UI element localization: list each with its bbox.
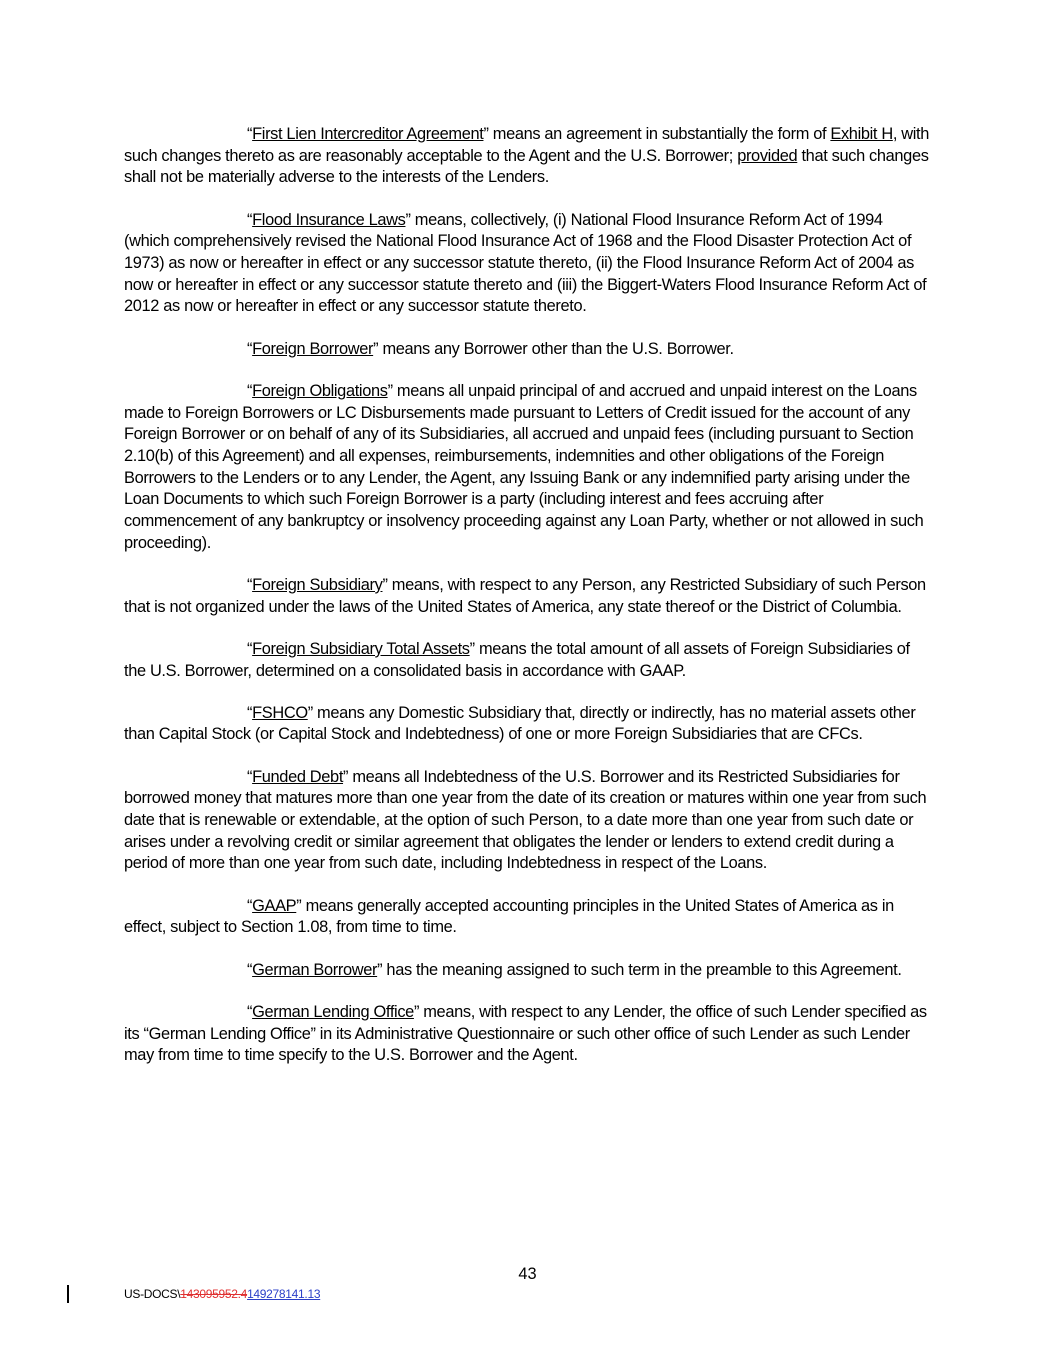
definition-foreign-obligations: “Foreign Obligations” means all unpaid principal of and accrued and unpaid interest on the Loans made to Foreign Borrowers or LC Disbursements made pursuant to Letters of Credit issued for the account of any Foreign Borrower or on behalf of any of its Subsidiaries, all accrued and unpaid fees (including pursuant to Section 2.10(b) of this Agreement) and all expenses, reimbursements, indemnities and other obligations of the Foreign Borrowers to the Lenders or to any Lender, the Agent, any Issuing Bank or any indemnified party arising under the Loan Documents to which such Foreign Borrower is a party (including interest and fees accruing after commencement of any bankruptcy or insolvency proceeding against any Loan Party, whether or not allowed in such proceeding).: [124, 381, 924, 552]
defined-term: Foreign Obligations: [252, 381, 388, 400]
defined-term: German Lending Office: [252, 1002, 414, 1021]
defined-term: Funded Debt: [252, 767, 344, 786]
proviso-term: provided: [737, 146, 798, 165]
definition-text: ” means all Indebtedness of the U.S. Borrower and its Restricted Subsidiaries for borrowed money that matures more than one year from the date of its creation or matures within one year from such date that is renewable or extendable, at the option of such Person, to a date more than one year from such date or arises under a revolving credit or similar agreement that obligates the lender or lenders to extend credit during a period of more than one year from such date, including Indebtedness in respect of the Loans.: [124, 767, 927, 873]
defined-term: GAAP: [252, 896, 297, 915]
definition-text: ” has the meaning assigned to such term in the preamble to this Agreement.: [377, 960, 902, 979]
defined-term: Flood Insurance Laws: [252, 210, 406, 229]
page-number: 43: [518, 1265, 537, 1283]
definition-funded-debt: “Funded Debt” means all Indebtedness of the U.S. Borrower and its Restricted Subsidiaries for borrowed money that matures more than one year from the date of its creation or matures within one year from such date that is renewable or extendable, at the option of such Person, to a date more than one year from such date or arises under a revolving credit or similar agreement that obligates the lender or lenders to extend credit during a period of more than one year from such date, including Indebtedness in respect of the Loans.: [124, 767, 927, 873]
definition-foreign-subsidiary-total-assets: “Foreign Subsidiary Total Assets” means the total amount of all assets of Foreign Subsidiaries of the U.S. Borrower, determined on a consolidated basis in accordance with GAAP.: [124, 639, 910, 680]
document-id-footer: [124, 1287, 320, 1301]
inserted-document-id: 149278141.13: [247, 1287, 321, 1301]
definition-foreign-borrower: “Foreign Borrower” means any Borrower other than the U.S. Borrower.: [247, 339, 734, 358]
definition-text: ” means, with respect to any Person, any Restricted Subsidiary of such Person that is not organized under the laws of the United States of America, any state thereof or the District of Columbia.: [124, 575, 926, 616]
definition-german-borrower: “German Borrower” has the meaning assigned to such term in the preamble to this Agreement.: [247, 960, 902, 979]
definition-text: ” means any Domestic Subsidiary that, directly or indirectly, has no material assets other than Capital Stock (or Capital Stock and Indebtedness) of one or more Foreign Subsidiaries that are CFCs.: [124, 703, 916, 744]
definition-text: ” means, collectively, (i) National Flood Insurance Reform Act of 1994 (which comprehensively revised the National Flood Insurance Act of 1968 and the Flood Disaster Protection Act of 1973) as now or hereafter in effect or any successor statute thereto, (ii) the Flood Insurance Reform Act of 2004 as now or hereafter in effect or any successor statute thereto and (iii) the Biggert-Waters Flood Insurance Reform Act of 2012 as now or hereafter in effect or any successor statute thereto.: [124, 210, 927, 316]
definition-flood-insurance-laws: “Flood Insurance Laws” means, collectively, (i) National Flood Insurance Reform Act of 1994 (which comprehensively revised the National Flood Insurance Act of 1968 and the Flood Disaster Protection Act of 1973) as now or hereafter in effect or any successor statute thereto, (ii) the Flood Insurance Reform Act of 2004 as now or hereafter in effect or any successor statute thereto and (iii) the Biggert-Waters Flood Insurance Reform Act of 2012 as now or hereafter in effect or any successor statute thereto.: [124, 210, 927, 316]
footer-prefix: US-DOCS\: [124, 1287, 181, 1301]
defined-term: German Borrower: [252, 960, 378, 979]
definition-german-lending-office: “German Lending Office” means, with respect to any Lender, the office of such Lender specified as its “German Lending Office” in its Administrative Questionnaire or such other office of such Lender as such Lender may from time to time specify to the U.S. Borrower and the Agent.: [124, 1002, 927, 1065]
definition-fshco: “FSHCO” means any Domestic Subsidiary that, directly or indirectly, has no material assets other than Capital Stock (or Capital Stock and Indebtedness) of one or more Foreign Subsidiaries that are CFCs.: [124, 703, 916, 744]
defined-term: Foreign Borrower: [252, 339, 374, 358]
definition-first-lien-intercreditor-agreement: “First Lien Intercreditor Agreement” means an agreement in substantially the form of Exhibit H, with such changes thereto as are reasonably acceptable to the Agent and the U.S. Borrower; provided that such changes shall not be materially adverse to the interests of the Lenders.: [124, 125, 929, 187]
definition-text: ” means generally accepted accounting principles in the United States of America as in effect, subject to Section 1.08, from time to time.: [124, 896, 894, 937]
change-bar: [67, 1285, 69, 1303]
exhibit-reference: Exhibit H: [830, 125, 893, 143]
defined-term: Foreign Subsidiary: [252, 575, 383, 594]
defined-term: First Lien Intercreditor Agreement: [252, 125, 484, 143]
definition-foreign-subsidiary: “Foreign Subsidiary” means, with respect to any Person, any Restricted Subsidiary of such Person that is not organized under the laws of the United States of America, any state thereof or the District of Columbia.: [124, 575, 926, 616]
defined-term: FSHCO: [252, 703, 308, 722]
definition-text: ” means all unpaid principal of and accrued and unpaid interest on the Loans made to Foreign Borrowers or LC Disbursements made pursuant to Letters of Credit issued for the account of any Foreign Borrower or on behalf of any of its Subsidiaries, all accrued and unpaid fees (including pursuant to Section 2.10(b) of this Agreement) and all expenses, reimbursements, indemnities and other obligations of the Foreign Borrowers to the Lenders or to any Lender, the Agent, any Issuing Bank or any indemnified party arising under the Loan Documents to which such Foreign Borrower is a party (including interest and fees accruing after commencement of any bankruptcy or insolvency proceeding against any Loan Party, whether or not allowed in such proceeding).: [124, 381, 924, 552]
definition-text: ” means the total amount of all assets of Foreign Subsidiaries of the U.S. Borrower, determined on a consolidated basis in accordance with GAAP.: [124, 639, 910, 680]
deleted-document-id: 143095952.4: [180, 1287, 248, 1301]
definition-text: ” means any Borrower other than the U.S. Borrower.: [373, 339, 734, 358]
definition-text: ” means, with respect to any Lender, the office of such Lender specified as its “German Lending Office” in its Administrative Questionnaire or such other office of such Lender as such Lender may from time to time specify to the U.S. Borrower and the Agent.: [124, 1002, 927, 1065]
defined-term: Foreign Subsidiary Total Assets: [252, 639, 470, 658]
definitions-section: [124, 124, 930, 1087]
definition-gaap: “GAAP” means generally accepted accounting principles in the United States of America as in effect, subject to Section 1.08, from time to time.: [124, 896, 894, 937]
